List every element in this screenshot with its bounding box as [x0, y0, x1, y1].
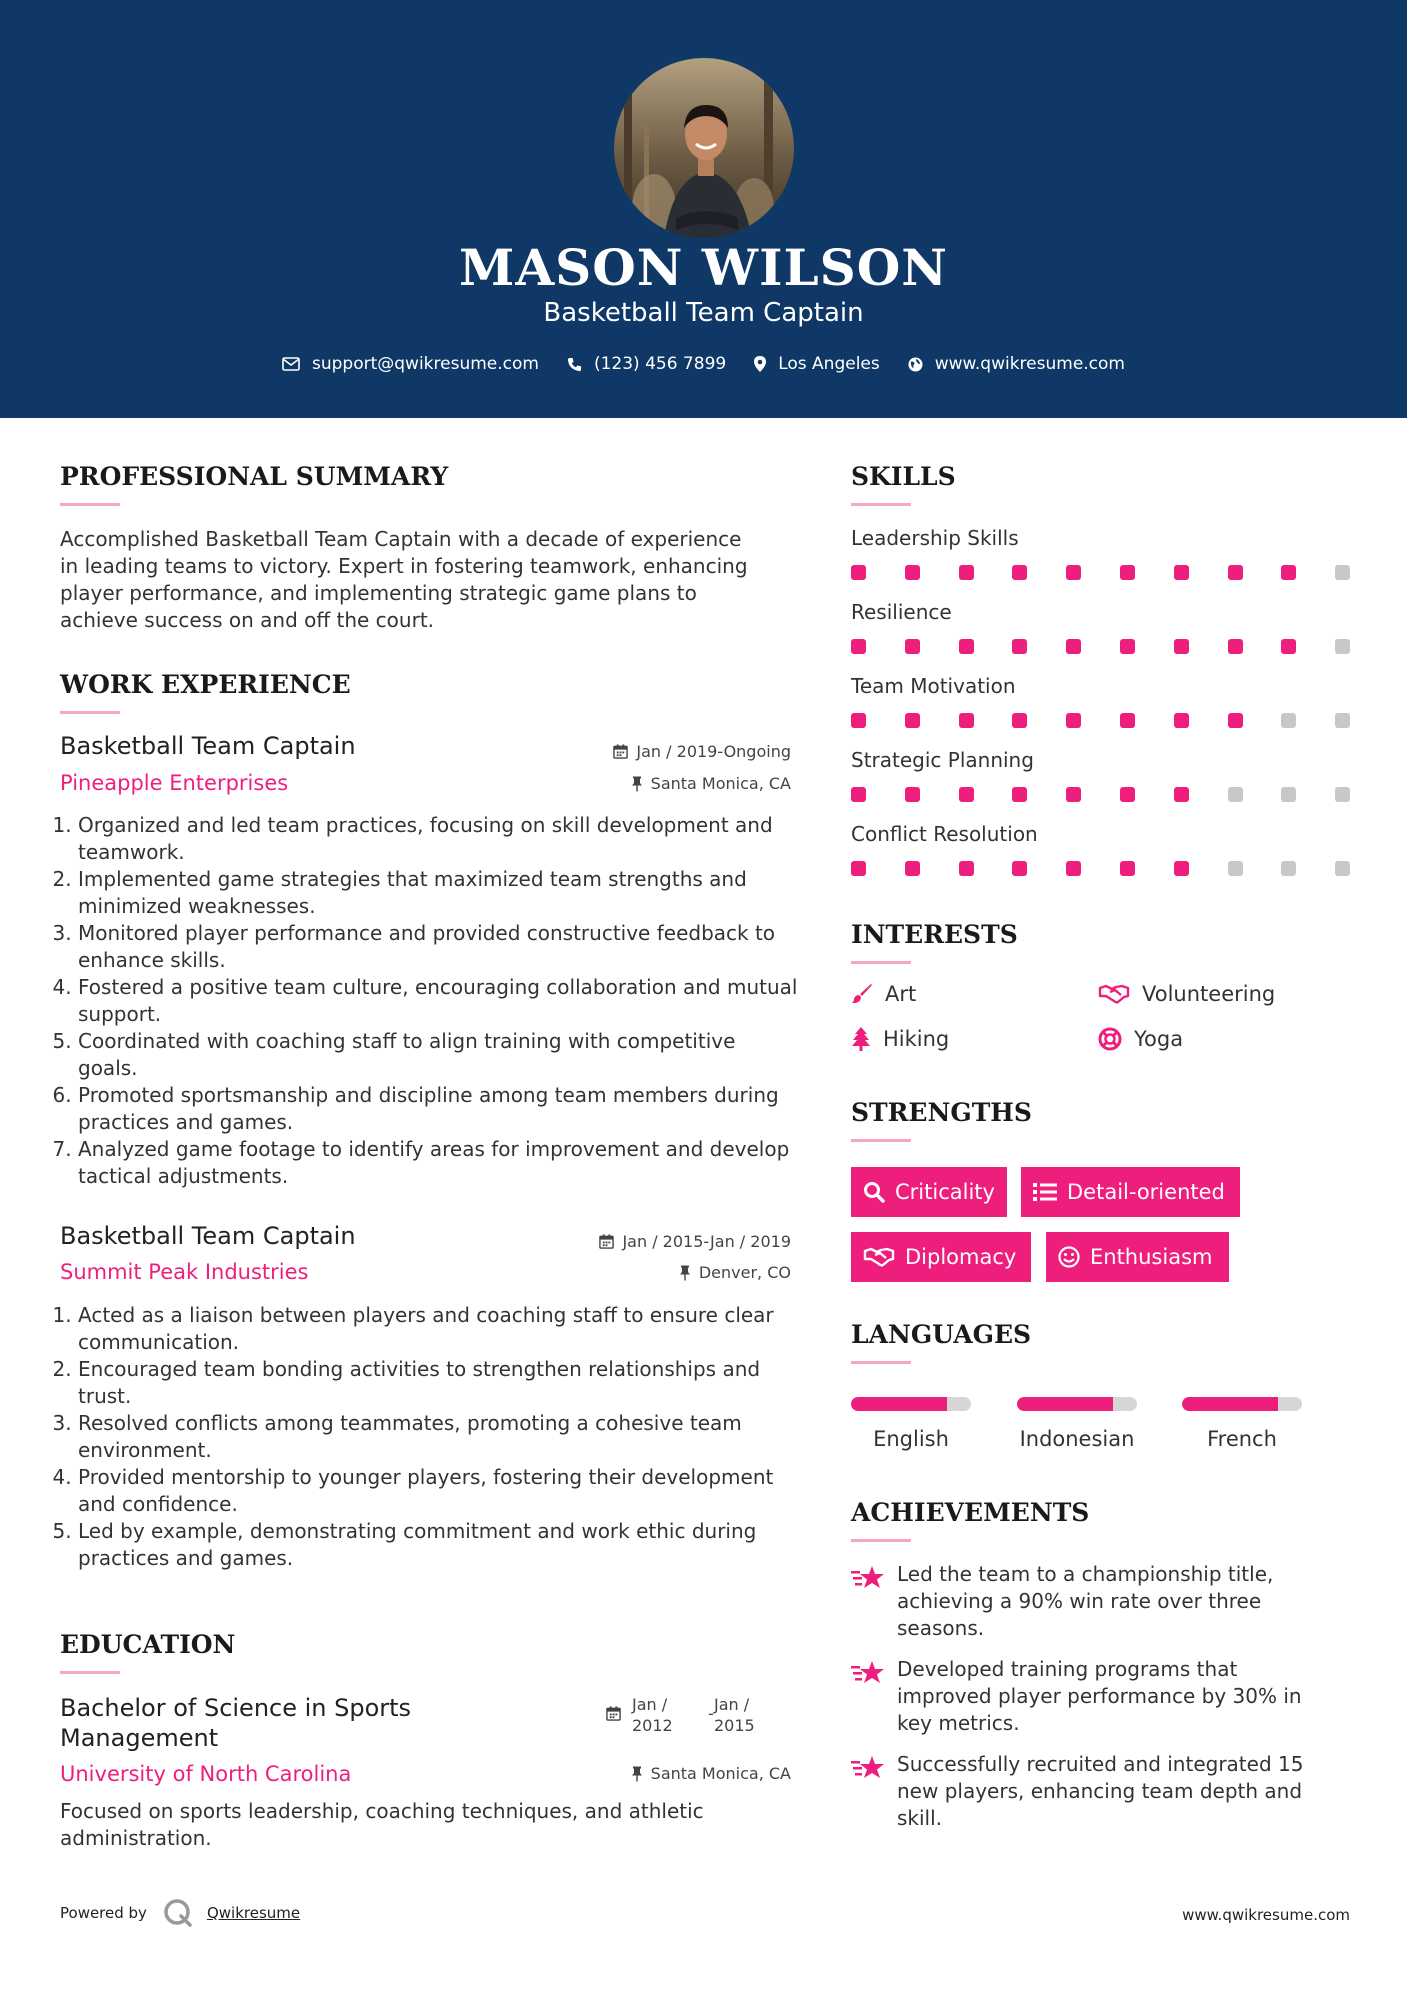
resume-header — [0, 0, 1407, 418]
skill-dot-filled — [1012, 639, 1027, 654]
phone-text: (123) 456 7899 — [593, 354, 727, 374]
skill-rating — [851, 639, 1352, 655]
skill-dot-filled — [851, 787, 866, 802]
skill-dot-filled — [1120, 565, 1135, 580]
interest-label: Hiking — [883, 1027, 950, 1051]
achievement-line: seasons. — [897, 1616, 985, 1640]
job-title: Basketball Team Captain — [60, 1222, 356, 1250]
skill-label: Strategic Planning — [851, 748, 1034, 772]
skill-dot-filled — [1228, 565, 1243, 580]
language-level-fill — [1017, 1397, 1113, 1411]
skill-dot-filled — [905, 787, 920, 802]
job-title: Basketball Team Captain — [60, 732, 356, 760]
map-pin-icon — [754, 356, 766, 372]
summary-heading: PROFESSIONAL SUMMARY — [60, 462, 449, 491]
skill-dot-filled — [1174, 787, 1189, 802]
skill-dot-empty — [1281, 713, 1296, 728]
job-dates — [540, 742, 791, 761]
envelope-icon — [282, 357, 300, 371]
interest-item-art — [851, 982, 916, 1006]
duty-item: 2. Encouraged team bonding activities to strengthen relationships and trust. — [78, 1356, 800, 1410]
degree-line: Bachelor of Science in Sports — [60, 1694, 412, 1722]
skill-rating — [851, 565, 1352, 581]
globe-icon — [908, 357, 923, 372]
education-desc-line: administration. — [60, 1826, 212, 1850]
duty-item: 5. Coordinated with coaching staff to align training with competitive goals. — [78, 1028, 800, 1082]
shooting-star-icon — [851, 1658, 885, 1686]
skill-dot-filled — [1120, 861, 1135, 876]
education-dates — [606, 1694, 796, 1738]
location-text: Los Angeles — [778, 354, 880, 374]
phone-icon — [567, 357, 582, 372]
duty-item: 7. Analyzed game footage to identify areas for improvement and develop tactical adjustments. — [78, 1136, 800, 1190]
skill-rating — [851, 713, 1352, 729]
achievement-line: achieving a 90% win rate over three — [897, 1589, 1262, 1613]
work-heading: WORK EXPERIENCE — [60, 670, 351, 699]
skill-dot-filled — [959, 639, 974, 654]
qwikresume-logo-icon — [163, 1898, 193, 1928]
start-month: Jan / — [632, 1695, 668, 1714]
profile-photo — [614, 58, 794, 238]
strength-badge-criticality — [851, 1167, 1007, 1217]
pushpin-icon — [631, 776, 643, 792]
achievement-text — [897, 1561, 1273, 1642]
skill-label: Leadership Skills — [851, 526, 1019, 550]
achievement-line: Developed training programs that — [897, 1657, 1238, 1681]
strengths-heading: STRENGTHS — [851, 1098, 1032, 1127]
achievement-item — [851, 1751, 1351, 1832]
language-label: French — [1207, 1427, 1277, 1451]
job-dates-text: Jan / 2015-Jan / 2019 — [622, 1232, 791, 1251]
language-label: English — [873, 1427, 949, 1451]
achievements-heading: ACHIEVEMENTS — [851, 1498, 1090, 1527]
duty-item: 2. Implemented game strategies that maximized team strengths and minimized weaknesses. — [78, 866, 800, 920]
strengths-rule — [851, 1139, 911, 1142]
education-description — [60, 1798, 800, 1852]
skill-dot-empty — [1335, 713, 1350, 728]
job-company: Pineapple Enterprises — [60, 771, 289, 795]
summary-rule — [60, 503, 120, 506]
achievement-line: improved player performance by 30% in — [897, 1684, 1302, 1708]
job-dates-text: Jan / 2019-Ongoing — [636, 742, 791, 761]
calendar-icon — [599, 1234, 614, 1249]
job-duties-list — [60, 1302, 800, 1572]
skill-dot-filled — [1174, 565, 1189, 580]
contact-website[interactable] — [908, 354, 1125, 374]
date-dash: - — [708, 1704, 714, 1723]
skill-dot-filled — [1066, 565, 1081, 580]
duty-item: 6. Promoted sportsmanship and discipline among team members during practices and games. — [78, 1082, 800, 1136]
skill-dot-filled — [1120, 713, 1135, 728]
achievement-item — [851, 1561, 1351, 1642]
job-company: Summit Peak Industries — [60, 1260, 309, 1284]
strength-label: Detail-oriented — [1067, 1180, 1225, 1204]
job-location-text: Santa Monica, CA — [650, 774, 791, 793]
shooting-star-icon — [851, 1753, 885, 1781]
candidate-role: Basketball Team Captain — [543, 298, 864, 328]
duty-item: 4. Fostered a positive team culture, encouraging collaboration and mutual support. — [78, 974, 800, 1028]
job-location — [540, 1263, 791, 1282]
education-location — [540, 1764, 791, 1783]
calendar-icon — [606, 1706, 621, 1721]
skill-dot-filled — [905, 861, 920, 876]
strength-badge-detail-oriented — [1021, 1167, 1240, 1217]
interests-rule — [851, 961, 911, 964]
school-name: University of North Carolina — [60, 1762, 352, 1786]
achievement-line: new players, enhancing team depth and — [897, 1779, 1303, 1803]
shooting-star-icon — [851, 1563, 885, 1591]
start-year: 2012 — [632, 1716, 673, 1735]
skill-dot-filled — [851, 861, 866, 876]
contact-location — [754, 354, 880, 374]
interest-label: Volunteering — [1142, 982, 1276, 1006]
interest-item-hiking — [851, 1027, 949, 1051]
skill-label: Conflict Resolution — [851, 822, 1038, 846]
skill-label: Team Motivation — [851, 674, 1016, 698]
skill-dot-filled — [959, 565, 974, 580]
degree-title — [60, 1693, 411, 1753]
skill-rating — [851, 861, 1352, 877]
duty-item: 1. Organized and led team practices, focusing on skill development and teamwork. — [78, 812, 800, 866]
handshake-icon — [1098, 983, 1130, 1005]
skill-dot-filled — [1012, 787, 1027, 802]
contact-email[interactable] — [282, 354, 539, 374]
end-year: 2015 — [714, 1716, 755, 1735]
strength-badge-diplomacy — [851, 1232, 1031, 1282]
skill-dot-empty — [1281, 787, 1296, 802]
education-rule — [60, 1671, 120, 1674]
skill-dot-filled — [1174, 639, 1189, 654]
summary-line: in leading teams to victory. Expert in fostering teamwork, enhancing — [60, 554, 748, 578]
duty-item: 4. Provided mentorship to younger players, fostering their development and confidence. — [78, 1464, 800, 1518]
language-level-bar — [1182, 1397, 1302, 1411]
contact-phone[interactable] — [567, 354, 726, 374]
skill-dot-filled — [1174, 713, 1189, 728]
duty-item: 1. Acted as a liaison between players and coaching staff to ensure clear communication. — [78, 1302, 800, 1356]
skill-dot-empty — [1335, 787, 1350, 802]
interests-heading: INTERESTS — [851, 920, 1018, 949]
summary-line: Accomplished Basketball Team Captain with a decade of experience — [60, 527, 742, 551]
skill-label: Resilience — [851, 600, 952, 624]
degree-line: Management — [60, 1724, 219, 1752]
end-month: Jan / — [714, 1695, 750, 1714]
skill-dot-empty — [1335, 565, 1350, 580]
language-label: Indonesian — [1019, 1427, 1135, 1451]
powered-by-label: Powered by — [60, 1904, 147, 1922]
skill-dot-filled — [905, 565, 920, 580]
achievement-line: Led the team to a championship title, — [897, 1562, 1274, 1586]
achievement-line: key metrics. — [897, 1711, 1020, 1735]
education-end — [714, 1694, 755, 1736]
job-location — [540, 774, 791, 793]
skill-dot-filled — [1066, 713, 1081, 728]
skill-dot-empty — [1228, 787, 1243, 802]
achievement-line: Successfully recruited and integrated 15 — [897, 1752, 1304, 1776]
skill-dot-filled — [851, 639, 866, 654]
brand-link[interactable]: Qwikresume — [206, 1904, 301, 1922]
strength-badge-enthusiasm — [1046, 1232, 1229, 1282]
achievement-text — [897, 1656, 1302, 1737]
education-location-text: Santa Monica, CA — [650, 1764, 791, 1783]
languages-heading: LANGUAGES — [851, 1320, 1032, 1349]
skill-dot-filled — [851, 713, 866, 728]
skill-dot-filled — [851, 565, 866, 580]
skill-dot-empty — [1281, 861, 1296, 876]
summary-line: player performance, and implementing strategic game plans to — [60, 581, 697, 605]
footer-branding — [60, 1898, 300, 1928]
pushpin-icon — [679, 1265, 691, 1281]
job-location-text: Denver, CO — [698, 1263, 791, 1282]
skill-dot-filled — [959, 713, 974, 728]
strength-label: Criticality — [895, 1180, 995, 1204]
skill-dot-filled — [1066, 639, 1081, 654]
skill-dot-empty — [1335, 861, 1350, 876]
language-level-bar — [1017, 1397, 1137, 1411]
calendar-icon — [613, 744, 628, 759]
skill-rating — [851, 787, 1352, 803]
language-level-bar — [851, 1397, 971, 1411]
paintbrush-icon — [851, 983, 873, 1005]
job-duties-list — [60, 812, 800, 1190]
skill-dot-filled — [1120, 639, 1135, 654]
summary-text — [60, 526, 800, 634]
skill-dot-filled — [1120, 787, 1135, 802]
education-heading: EDUCATION — [60, 1630, 236, 1659]
language-level-fill — [1182, 1397, 1278, 1411]
duty-item: 3. Resolved conflicts among teammates, promoting a cohesive team environment. — [78, 1410, 800, 1464]
strength-label: Diplomacy — [905, 1245, 1017, 1269]
work-rule — [60, 711, 120, 714]
education-start — [632, 1694, 673, 1736]
interest-item-yoga — [1098, 1027, 1183, 1051]
skills-rule — [851, 503, 911, 506]
list-icon — [1033, 1182, 1057, 1202]
skill-dot-filled — [1012, 861, 1027, 876]
duty-item: 3. Monitored player performance and provided constructive feedback to enhance skills. — [78, 920, 800, 974]
skill-dot-filled — [1066, 861, 1081, 876]
skills-heading: SKILLS — [851, 462, 956, 491]
achievements-rule — [851, 1539, 911, 1542]
email-text: support@qwikresume.com — [312, 354, 539, 374]
job-dates — [540, 1232, 791, 1251]
strength-label: Enthusiasm — [1090, 1245, 1213, 1269]
language-level-fill — [851, 1397, 947, 1411]
footer-site-link[interactable]: www.qwikresume.com — [1182, 1906, 1350, 1924]
contact-bar — [0, 354, 1407, 374]
summary-line: achieve success on and off the court. — [60, 608, 435, 632]
achievement-item — [851, 1656, 1351, 1737]
skill-dot-filled — [1012, 565, 1027, 580]
smile-icon — [1058, 1246, 1080, 1268]
achievement-line: skill. — [897, 1806, 943, 1830]
interest-label: Art — [885, 982, 917, 1006]
achievement-text — [897, 1751, 1303, 1832]
skill-dot-filled — [905, 713, 920, 728]
interest-item-volunteering — [1098, 982, 1275, 1006]
skill-dot-filled — [1281, 565, 1296, 580]
tree-icon — [851, 1027, 871, 1051]
life-ring-icon — [1098, 1027, 1122, 1051]
website-text: www.qwikresume.com — [934, 354, 1125, 374]
education-desc-line: Focused on sports leadership, coaching techniques, and athletic — [60, 1799, 704, 1823]
skill-dot-filled — [1281, 639, 1296, 654]
skill-dot-empty — [1335, 639, 1350, 654]
skill-dot-filled — [1174, 861, 1189, 876]
search-icon — [863, 1181, 885, 1203]
duty-item: 5. Led by example, demonstrating commitment and work ethic during practices and games. — [78, 1518, 800, 1572]
handshake-icon — [863, 1246, 895, 1268]
skill-dot-filled — [959, 861, 974, 876]
pushpin-icon — [631, 1766, 643, 1782]
languages-rule — [851, 1361, 911, 1364]
candidate-name: MASON WILSON — [459, 238, 948, 297]
skill-dot-filled — [905, 639, 920, 654]
skill-dot-empty — [1228, 861, 1243, 876]
skill-dot-filled — [1228, 639, 1243, 654]
skill-dot-filled — [1228, 713, 1243, 728]
interest-label: Yoga — [1134, 1027, 1184, 1051]
skill-dot-filled — [1066, 787, 1081, 802]
skill-dot-filled — [1012, 713, 1027, 728]
skill-dot-filled — [959, 787, 974, 802]
